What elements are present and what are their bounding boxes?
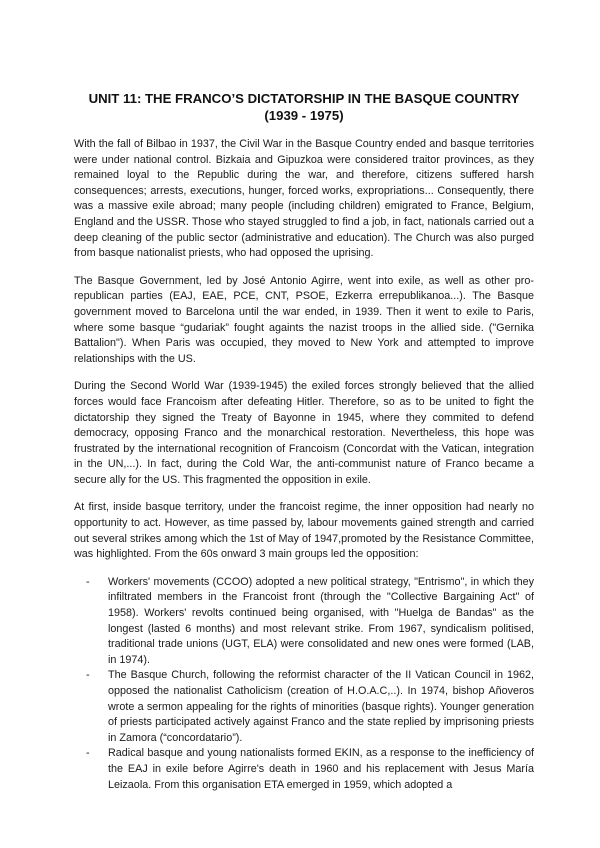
paragraph-second-world-war: During the Second World War (1939-1945) the exiled forces strongly believed that the allied forces would face Francoism after defeating Hitler. Therefore, so as to be united to fight the dictatorship they signed the Treaty of Bayonne in 1945, where they commited to defend democracy, opposing Franco and the monarchical restoration. Nevertheless, this hope was frustrated by the international recognition of Francoism (Concordat with the Vatican, integration in the UN,...). In fact, during the Cold War, the anti-communist nature of Franco became a secure ally for the US. This fragmented the opposition in exile. xyxy=(74,380,534,486)
opposition-groups-list xyxy=(74,575,534,793)
title-line-2: (1939 - 1975) xyxy=(264,108,344,123)
paragraph-fall-of-bilbao: With the fall of Bilbao in 1937, the Civil War in the Basque Country ended and basque territories were under national control. Bizkaia and Gipuzkoa were considered traitor provinces, as they remained loyal to the Republic during the war, and therefore, citizens suffered harsh consequences; arrests, executions, hunger, forced works, expropriations... Consequently, there was a massive exile abroad; many people (including children) emigrated to France, Belgium, England and the USSR. Those who stayed struggled to find a job, in fact, nationals carried out a deep cleaning of the public sector (administrative and education). The Church was also purged from basque nationalist priests, who had opposed the uprising. xyxy=(74,138,534,260)
paragraph-inner-opposition: At first, inside basque territory, under the francoist regime, the inner opposition had nearly no opportunity to act. However, as time passed by, labour movements gained strength and carried out several strikes among which the 1st of May of 1947,promoted by the Resistance Committee, was highlighted. From the 60s onward 3 main groups led the opposition: xyxy=(74,501,534,561)
list-item-text: Radical basque and young nationalists formed EKIN, as a response to the inefficiency of the EAJ in exile before Agirre's death in 1960 and his replacement with Jesus María Leizaola. From this organisation ETA emerged in 1959, which adopted a xyxy=(108,747,534,791)
list-item-text: The Basque Church, following the reformist character of the II Vatican Council in 1962, opposed the nationalist Catholicism (creation of H.O.A.C,..). In 1974, bishop Añoveros wrote a sermon appealing for the rights of minorities (basque rights). Younger generation of priests participated actively against Franco and the state replied by imprisoning priests in Zamora (“concordatario”). xyxy=(108,669,534,744)
list-item xyxy=(86,668,534,746)
list-bullet: - xyxy=(86,669,90,682)
paragraph-basque-government-exile: The Basque Government, led by José Antonio Agirre, went into exile, as well as other pro-republican parties (EAJ, EAE, PCE, CNT, PSOE, Ezkerra errepublikanoa...). The Basque government moved to Barcelona until the war ended, in 1939. Then it went to exile to Paris, where some basque “gudariak” fought againts the nazist troops in the allied side. ("Gernika Battalion"). When Paris was occupied, they moved to New York and attempted to improve relationships with the US. xyxy=(74,274,534,365)
list-item xyxy=(86,575,534,669)
title-line-1: UNIT 11: THE FRANCO’S DICTATORSHIP IN THE BASQUE COUNTRY xyxy=(88,91,520,106)
list-item xyxy=(86,746,534,793)
list-bullet: - xyxy=(86,575,90,588)
document-title xyxy=(74,90,534,124)
list-item-text: Workers' movements (CCOO) adopted a new political strategy, "Entrismo", in which they infiltrated members in the Francoist front (through the "Collective Bargaining Act" of 1958). Workers' revolts continued being organised, with "Huelga de Bandas" as the longest (lasted 6 months) and most relevant strike. From 1967, syndicalism politised, traditional trade unions (UGT, ELA) were consolidated and new ones were formed (LAB, in 1974). xyxy=(108,575,534,666)
list-bullet: - xyxy=(86,747,90,760)
